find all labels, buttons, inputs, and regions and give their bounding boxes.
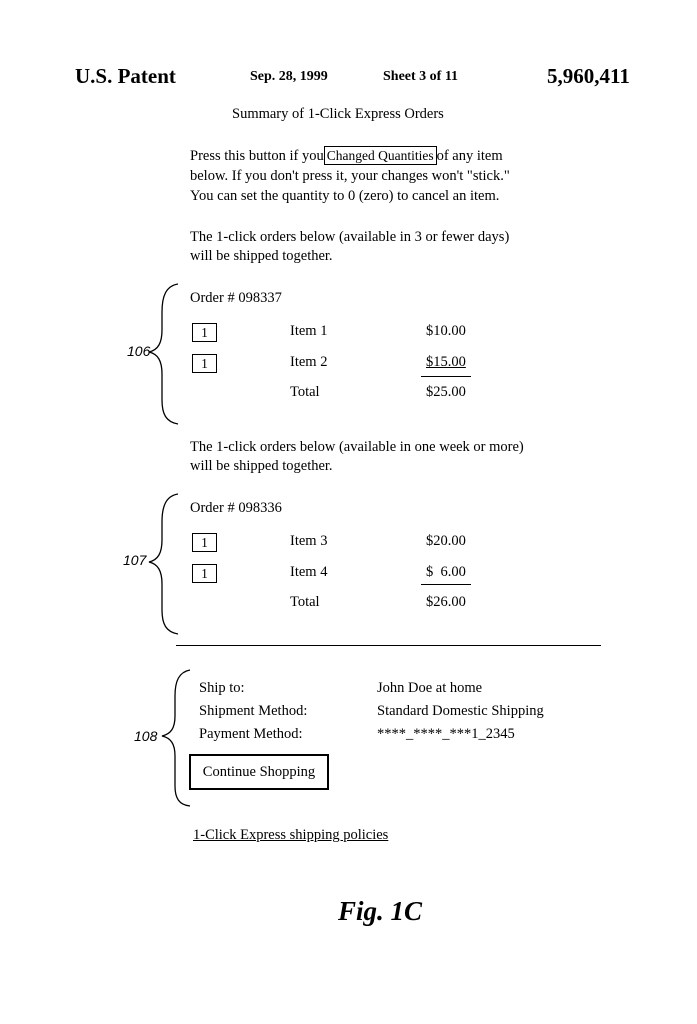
item-name: Item 1 — [290, 323, 328, 339]
page-title: Summary of 1-Click Express Orders — [232, 106, 444, 122]
group1-note-line-2: will be shipped together. — [190, 248, 333, 264]
patent-number: 5,960,411 — [547, 64, 630, 88]
quantity-input-item-1[interactable]: 1 — [192, 323, 217, 342]
figure-label: Fig. 1C — [338, 896, 423, 926]
quantity-input-item-3[interactable]: 1 — [192, 533, 217, 552]
patent-date: Sep. 28, 1999 — [250, 69, 328, 84]
order-total: $25.00 — [426, 384, 466, 400]
quantity-input-item-4[interactable]: 1 — [192, 564, 217, 583]
brace-108-icon — [162, 670, 190, 806]
instructions-text-after: of any item — [436, 148, 503, 164]
quantity-input-item-2[interactable]: 1 — [192, 354, 217, 373]
order-number-098336: Order # 098336 — [190, 500, 282, 516]
payment-method-value: ****_****_***1_2345 — [377, 726, 515, 742]
order-total: $26.00 — [426, 594, 466, 610]
instructions-text-before: Press this button if you — [190, 148, 324, 164]
total-label: Total — [290, 594, 320, 610]
group1-note-line-1: The 1-click orders below (available in 3 or fewer days) — [190, 229, 510, 245]
instructions-line-3: You can set the quantity to 0 (zero) to cancel an item. — [190, 188, 500, 204]
changed-quantities-button[interactable]: Changed Quantities — [324, 146, 437, 165]
ship-to-label: Ship to: — [199, 680, 245, 696]
brace-107-icon — [149, 494, 178, 634]
ship-to-value: John Doe at home — [377, 680, 483, 696]
order-number-098337: Order # 098337 — [190, 290, 282, 306]
item-price: $10.00 — [426, 323, 466, 339]
shipment-method-value: Standard Domestic Shipping — [377, 703, 544, 719]
instructions-line-2: below. If you don't press it, your changes won't "stick." — [190, 168, 510, 184]
item-name: Item 2 — [290, 354, 328, 370]
reference-numeral-108: 108 — [134, 728, 158, 744]
brace-106-icon — [149, 284, 178, 424]
continue-shopping-button[interactable]: Continue Shopping — [189, 754, 329, 790]
reference-numeral-106: 106 — [127, 343, 151, 359]
shipment-method-label: Shipment Method: — [199, 703, 308, 719]
group2-note-line-2: will be shipped together. — [190, 458, 333, 474]
reference-numeral-107: 107 — [123, 552, 147, 568]
total-label: Total — [290, 384, 320, 400]
item-price: $15.00 — [426, 354, 466, 370]
group2-note-line-1: The 1-click orders below (available in one week or more) — [190, 439, 524, 455]
payment-method-label: Payment Method: — [199, 726, 303, 742]
item-name: Item 4 — [290, 564, 328, 580]
shipping-policies-link[interactable]: 1-Click Express shipping policies — [193, 827, 389, 843]
item-price: $20.00 — [426, 533, 466, 549]
sheet-number: Sheet 3 of 11 — [383, 69, 459, 84]
item-price: $ 6.00 — [426, 564, 466, 580]
patent-label: U.S. Patent — [75, 64, 176, 88]
item-name: Item 3 — [290, 533, 328, 549]
